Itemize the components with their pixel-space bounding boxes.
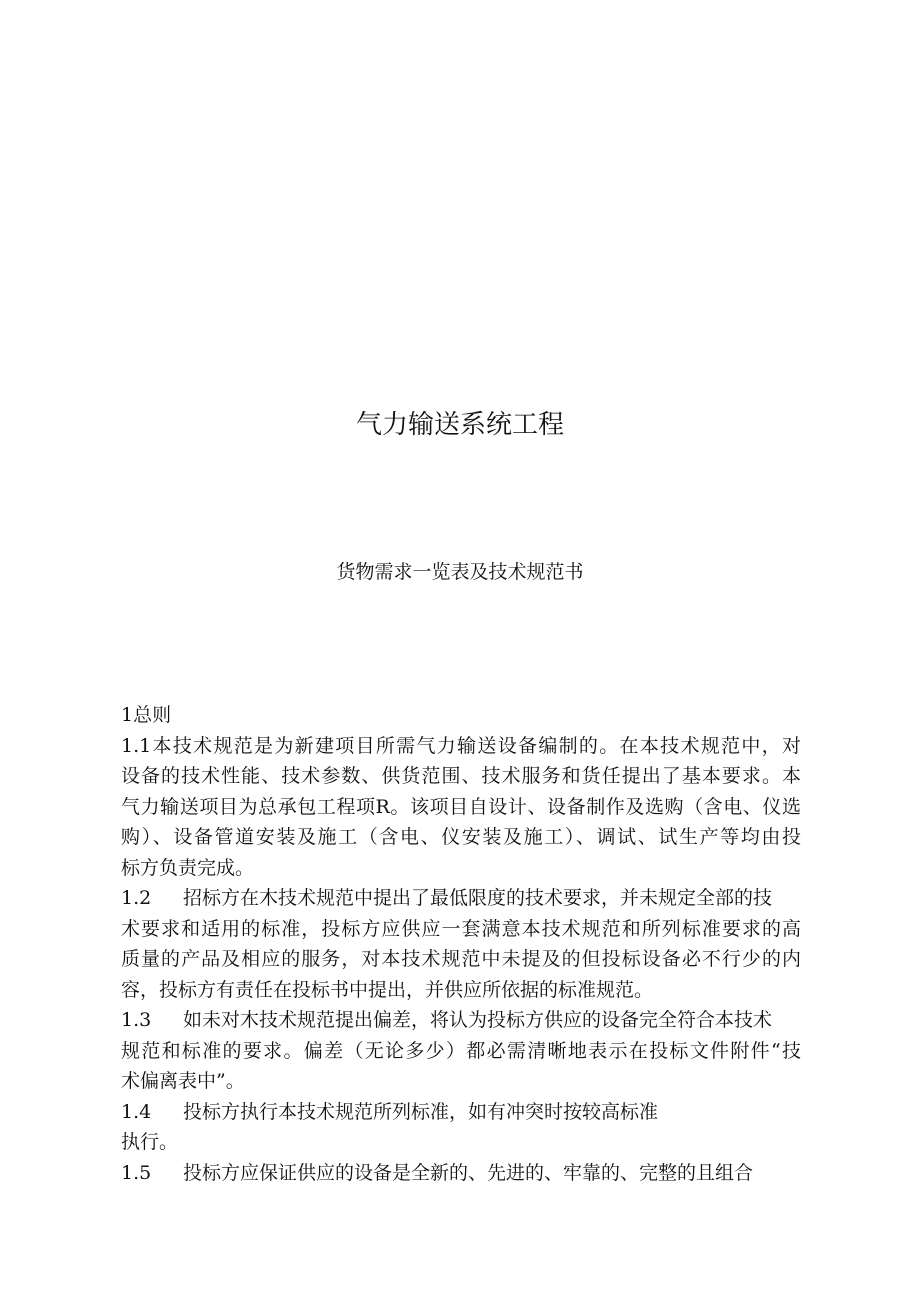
- clause-number: 1.1: [121, 734, 152, 757]
- paragraph-text: 执行。: [121, 1131, 179, 1153]
- section-heading: 1总则: [121, 704, 172, 726]
- paragraph-line: [121, 792, 801, 823]
- section-body: [121, 700, 801, 1188]
- paragraph-text: 购）、设备管道安装及施工（含电、仪安装及施工）、调试、试生产等均由投: [121, 826, 801, 848]
- paragraph-line: [121, 1005, 801, 1036]
- paragraph-line: [121, 944, 801, 975]
- clause-number: 1.5: [121, 1161, 152, 1184]
- paragraph-text: 投标方应保证供应的设备是全新的、先进的、牢靠的、完整的且组合: [183, 1161, 754, 1184]
- paragraph-text: 本技术规范是为新建项目所需气力输送设备编制的。在本技术规范中，对: [151, 734, 801, 757]
- paragraph-line: [121, 883, 801, 914]
- paragraph-text: 气力输送项目为总承包工程项R。该项目自设计、设备制作及选购（含电、仪选: [121, 795, 801, 818]
- paragraph-text: 质量的产品及相应的服务，对本技术规范中未提及的但投标设备必不行少的内: [121, 948, 801, 970]
- paragraph-line: [121, 1036, 801, 1067]
- paragraph-text: 如未对木技术规范提出偏差，将认为投标方供应的设备完全符合本技术: [183, 1009, 773, 1031]
- paragraph-text: 招标方在木技术规范中提出了最低限度的技术要求，并未规定全部的技: [183, 887, 773, 909]
- clause-number: 1.4: [121, 1100, 152, 1123]
- paragraph-line: [121, 975, 801, 1006]
- paragraph-line: [121, 1066, 801, 1097]
- paragraph-text: 术要求和适用的标准，投标方应供应一套满意本技术规范和所列标准要求的高: [121, 917, 801, 940]
- paragraph-line: [121, 853, 801, 884]
- document-title: 气力输送系统工程: [355, 410, 564, 440]
- paragraph-text: 术偏离表中”。: [121, 1070, 245, 1092]
- paragraph-line: [121, 731, 801, 762]
- paragraph-text: 设备的技术性能、技术参数、供货范围、技术服务和货任提出了基本要求。本: [121, 765, 801, 787]
- paragraph-text: 标方负责完成。: [121, 856, 255, 879]
- paragraph-line: [121, 1158, 801, 1189]
- paragraph-line: [121, 1097, 801, 1128]
- clause-number: 1.2: [121, 887, 152, 909]
- paragraph-text: 规范和标准的要求。偏差（无论多少）都必需清晰地表示在投标文件附件“技: [121, 1039, 801, 1062]
- paragraph-text: 投标方执行本技术规范所列标准，如有冲突时按较高标准: [183, 1100, 659, 1123]
- paragraph-line: [121, 1127, 801, 1158]
- paragraph-line: [121, 914, 801, 945]
- clause-number: 1.3: [121, 1009, 152, 1031]
- paragraph-text: 容，投标方有责任在投标书中提出，并供应所依据的标准规范。: [121, 978, 654, 1001]
- paragraph-line: [121, 761, 801, 792]
- document-subtitle: 货物需求一览表及技术规范书: [336, 561, 584, 583]
- paragraph-line: [121, 822, 801, 853]
